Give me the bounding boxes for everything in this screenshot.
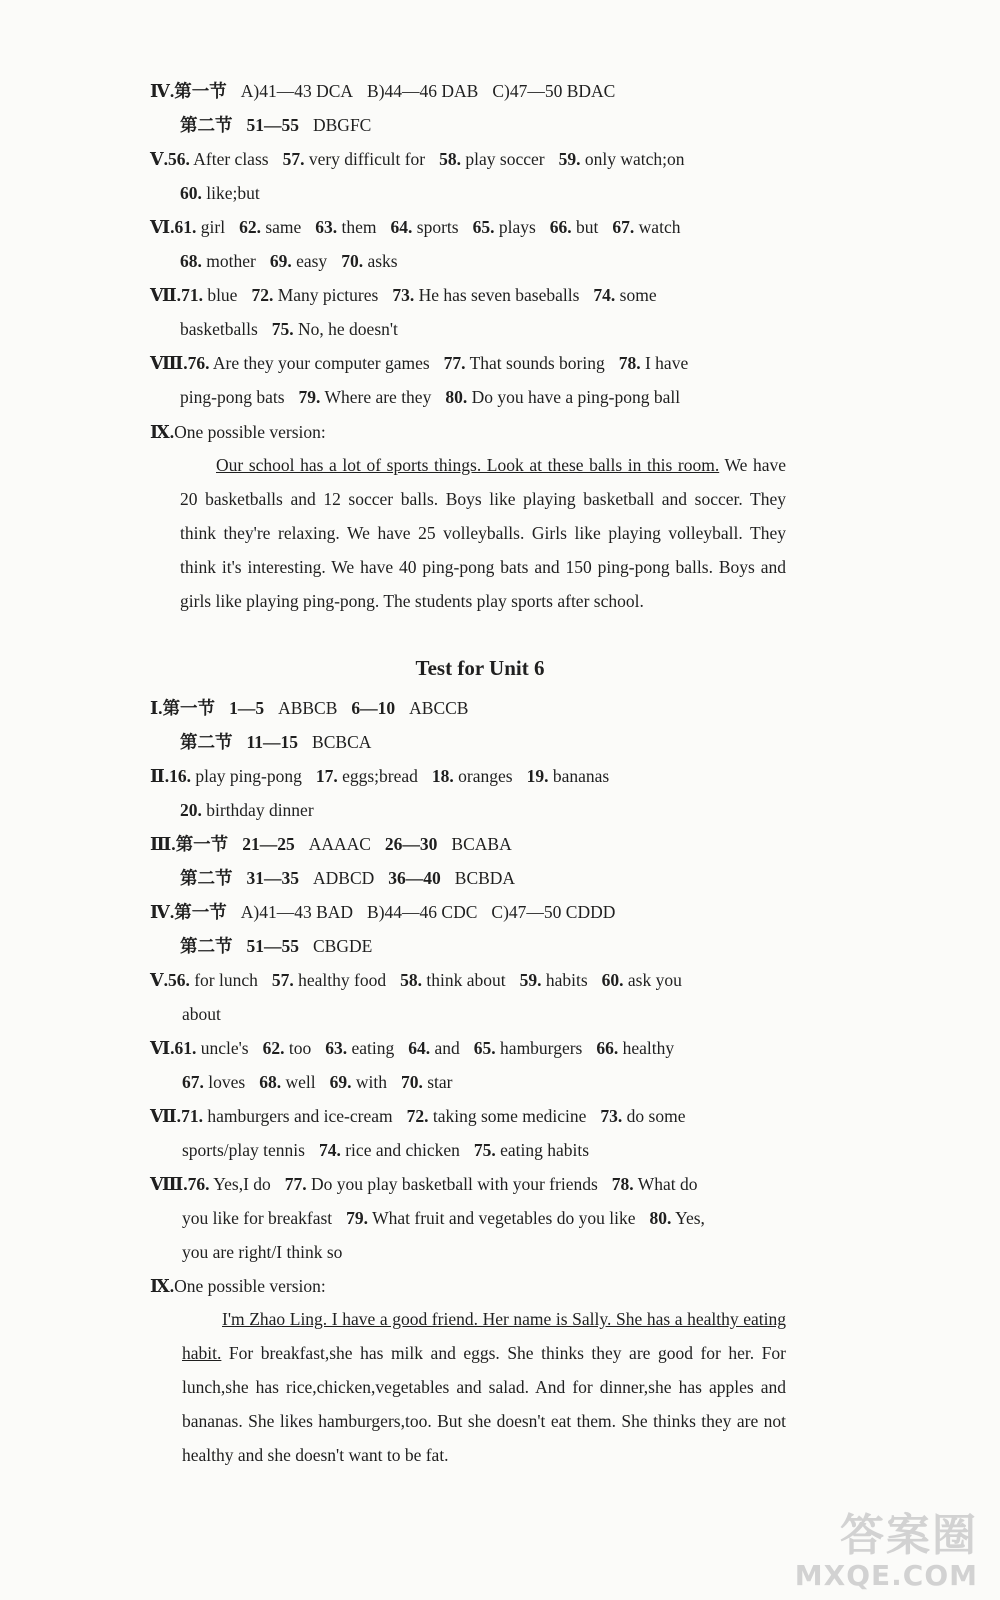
u5-section-8-line-1: Ⅷ.76. Are they your computer games 77. That sounds boring 78. I have [150,353,689,373]
u5-section-5-line-1: Ⅴ.56. After class 57. very difficult for 58. play soccer 59. only watch;on [150,149,685,169]
u5-section-8-line-2: ping-pong bats 79. Where are they 80. Do you have a ping-pong ball [180,387,681,407]
u5-section-9-heading: Ⅸ.One possible version: [150,422,326,442]
u6-section-5-line-1: Ⅴ.56. for lunch 57. healthy food 58. think about 59. habits 60. ask you [150,970,682,990]
u6-section-3-part-2: 第二节 31—35 ADBCD 36—40 BCBDA [180,868,516,888]
u5-section-6-line-1: Ⅵ.61. girl 62. same 63. them 64. sports 65. plays 66. but 67. watch [150,217,681,237]
u5-section-4-part-2: 第二节 51—55 DBGFC [180,115,372,135]
u6-essay-topic-sentence: I'm Zhao Ling. I have a good friend. Her name is Sally. She has a healthy eating habit. [182,1309,786,1363]
u6-section-3-part-1: Ⅲ.第一节 21—25 AAAAC 26—30 BCABA [150,834,512,854]
u5-section-7-line-1: Ⅶ.71. blue 72. Many pictures 73. He has seven baseballs 74. some [150,285,657,305]
u6-essay [182,1302,786,1472]
watermark-url: MXQE.COM [794,1559,978,1592]
u5-section-5-line-2: 60. like;but [180,183,260,203]
u6-section-1-part-2: 第二节 11—15 BCBCA [180,732,372,752]
watermark-logo: 答案圈 [840,1510,978,1561]
u5-essay-body: We have 20 basketballs and 12 soccer balls. Boys like playing basketball and soccer. They think they're relaxing. We have 25 volleyballs. Girls like playing volleyball. They think it's interesting. We have 40 ping-pong bats and 150 ping-pong balls. Boys and girls like playing ping-pong. The students play sports after school. [180,455,787,611]
u6-section-6-line-1: Ⅵ.61. uncle's 62. too 63. eating 64. and 65. hamburgers 66. healthy [150,1038,675,1058]
u6-section-5-line-2: about [182,1004,221,1024]
u5-essay [180,448,786,618]
page-title: Test for Unit 6 [415,656,545,680]
u5-section-7-line-2: basketballs 75. No, he doesn't [180,319,398,339]
u5-section-6-line-2: 68. mother 69. easy 70. asks [180,251,398,271]
watermark [795,1512,978,1592]
u6-section-7-line-1: Ⅶ.71. hamburgers and ice-cream 72. taking some medicine 73. do some [150,1106,686,1126]
u6-section-8-line-3: you are right/I think so [182,1242,343,1262]
u6-section-2-line-2: 20. birthday dinner [180,800,314,820]
u5-essay-topic-sentence: Our school has a lot of sports things. Look at these balls in this room. [216,455,720,475]
u6-section-7-line-2: sports/play tennis 74. rice and chicken 75. eating habits [182,1140,590,1160]
u6-essay-body: For breakfast,she has milk and eggs. She thinks they are good for her. For lunch,she has rice,chicken,vegetables and salad. And for dinner,she has apples and bananas. She likes hamburgers,too. But she doesn't eat them. She thinks they are not healthy and she doesn't want to be fat. [182,1343,786,1465]
u6-section-1-part-1: Ⅰ.第一节 1—5 ABBCB 6—10 ABCCB [150,698,469,718]
u6-section-9-heading: Ⅸ.One possible version: [150,1276,326,1296]
u6-section-6-line-2: 67. loves 68. well 69. with 70. star [182,1072,453,1092]
u6-section-4-part-2: 第二节 51—55 CBGDE [180,936,373,956]
u6-section-8-line-1: Ⅷ.76. Yes,I do 77. Do you play basketball with your friends 78. What do [150,1174,698,1194]
u5-section-4-part-1: Ⅳ.第一节 A)41—43 DCA B)44—46 DAB C)47—50 BDAC [150,81,616,101]
u6-section-2-line-1: Ⅱ.16. play ping-pong 17. eggs;bread 18. oranges 19. bananas [150,766,610,786]
u6-section-4-part-1: Ⅳ.第一节 A)41—43 BAD B)44—46 CDC C)47—50 CDDD [150,902,616,922]
u6-section-8-line-2: you like for breakfast 79. What fruit and vegetables do you like 80. Yes, [182,1208,705,1228]
